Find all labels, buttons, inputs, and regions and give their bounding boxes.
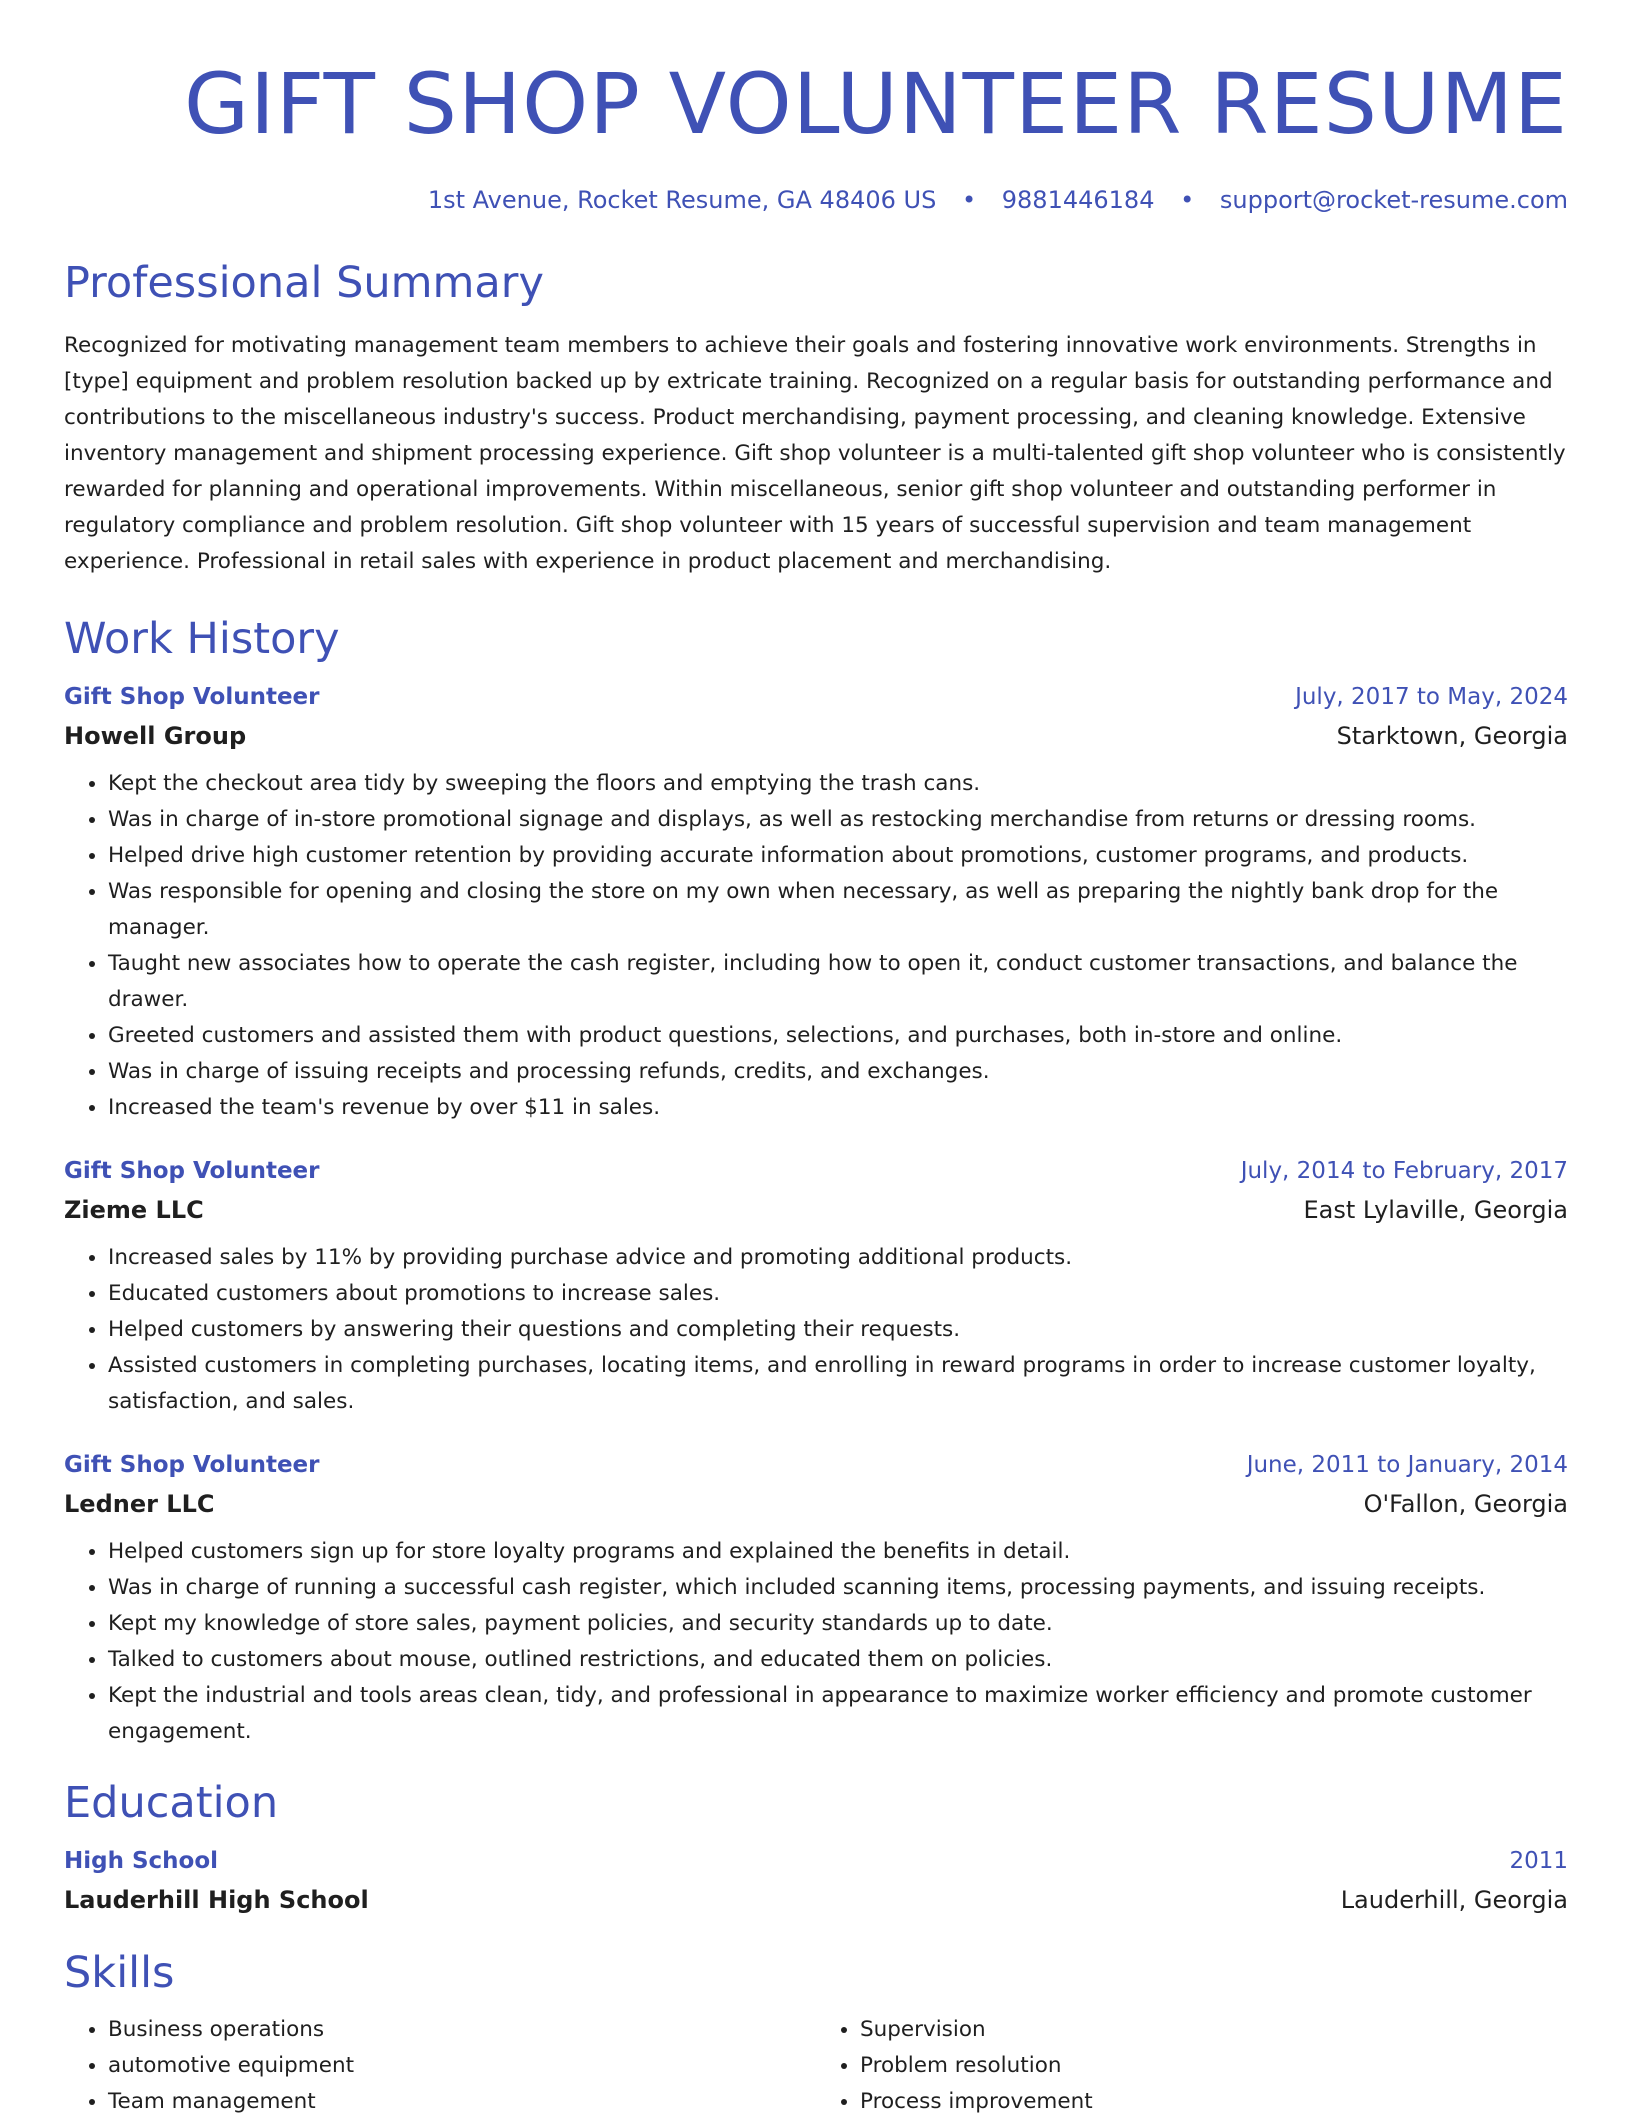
list-item: • Helped drive high customer retention by providing accurate information about promotions, customer programs, and products. (108, 838, 1568, 874)
contact-phone: 9881446184 (1001, 186, 1155, 214)
list-item: • Was in charge of running a successful cash register, which included scanning items, processing payments, and issuing receipts. (108, 1570, 1568, 1606)
job-bullets (64, 766, 1568, 1126)
list-item: • Talked to customers about mouse, outlined restrictions, and educated them on policies. (108, 1642, 1568, 1678)
list-item: • Kept the industrial and tools areas clean, tidy, and professional in appearance to maximize worker efficiency and promote customer engagement. (108, 1678, 1568, 1750)
job-title: Gift Shop Volunteer (64, 684, 320, 710)
section-title-summary: Professional Summary (64, 258, 544, 308)
contact-email[interactable]: support@rocket-resume.com (1219, 186, 1568, 214)
job-bullets (64, 1534, 1568, 1750)
list-item: • Helped customers sign up for store loyalty programs and explained the benefits in detail. (108, 1534, 1568, 1570)
skill-item: • Supervision (860, 2012, 1568, 2048)
job-header-row (64, 1446, 1568, 1484)
education-entry (64, 1842, 1568, 1920)
job-location: Starktown, Georgia (1336, 722, 1568, 750)
job-entry (64, 1446, 1568, 1750)
skill-item: • Process improvement (860, 2084, 1568, 2120)
work-history-section (64, 612, 1568, 1750)
section-title-work-history: Work History (64, 614, 340, 664)
job-company: Howell Group (64, 722, 247, 750)
job-bullets (64, 1240, 1568, 1420)
list-item: • Assisted customers in completing purchases, locating items, and enrolling in reward programs in order to increase customer loyalty, satisfaction, and sales. (108, 1348, 1568, 1420)
education-year: 2011 (1509, 1848, 1568, 1874)
skills-list-right (816, 2012, 1568, 2120)
skill-item: • Team management (108, 2084, 816, 2120)
skills-columns (64, 2012, 1568, 2120)
list-item: • Was in charge of issuing receipts and processing refunds, credits, and exchanges. (108, 1054, 1568, 1090)
education-degree: High School (64, 1848, 219, 1874)
education-school: Lauderhill High School (64, 1886, 369, 1914)
skill-item: • Business operations (108, 2012, 816, 2048)
job-dates: July, 2017 to May, 2024 (1295, 684, 1568, 710)
summary-section (64, 256, 1568, 580)
education-location: Lauderhill, Georgia (1340, 1886, 1568, 1914)
job-location: East Lylaville, Georgia (1303, 1196, 1568, 1224)
skills-list-left (64, 2012, 816, 2120)
job-company-row (64, 1484, 1568, 1524)
job-entry (64, 1152, 1568, 1420)
section-title-skills: Skills (64, 1948, 175, 1998)
list-item: • Helped customers by answering their questions and completing their requests. (108, 1312, 1568, 1348)
section-title-education: Education (64, 1778, 279, 1828)
contact-line (64, 184, 1568, 216)
contact-separator: • (961, 186, 977, 214)
skill-item: • Problem resolution (860, 2048, 1568, 2084)
job-company-row (64, 716, 1568, 756)
list-item: • Taught new associates how to operate the cash register, including how to open it, conduct customer transactions, and balance the drawer. (108, 946, 1568, 1018)
summary-text: Recognized for motivating management team members to achieve their goals and fostering innovative work environments. Strengths in [type] equipment and problem resolution backed up by extricate training. Recognized on a regular basis for outstanding performance and contributions to the miscellaneous industry's success. Product merchandising, payment processing, and cleaning knowledge. Extensive inventory management and shipment processing experience. Gift shop volunteer is a multi-talented gift shop volunteer who is consistently rewarded for planning and operational improvements. Within miscellaneous, senior gift shop volunteer and outstanding performer in regulatory compliance and problem resolution. Gift shop volunteer with 15 years of successful supervision and team management experience. Professional in retail sales with experience in product placement and merchandising. (64, 333, 1566, 574)
skills-section (64, 1946, 1568, 2120)
list-item: • Was in charge of in-store promotional signage and displays, as well as restocking merchandise from returns or dressing rooms. (108, 802, 1568, 838)
job-company: Ledner LLC (64, 1490, 215, 1518)
list-item: • Was responsible for opening and closing the store on my own when necessary, as well as preparing the nightly bank drop for the manager. (108, 874, 1568, 946)
resume-title: GIFT SHOP VOLUNTEER RESUME (183, 55, 1568, 153)
job-location: O'Fallon, Georgia (1363, 1490, 1568, 1518)
job-company-row (64, 1190, 1568, 1230)
job-dates: July, 2014 to February, 2017 (1240, 1158, 1568, 1184)
list-item: • Increased sales by 11% by providing purchase advice and promoting additional products. (108, 1240, 1568, 1276)
contact-address: 1st Avenue, Rocket Resume, GA 48406 US (427, 186, 937, 214)
education-school-row (64, 1880, 1568, 1920)
job-dates: June, 2011 to January, 2014 (1246, 1452, 1568, 1478)
job-header-row (64, 678, 1568, 716)
education-section (64, 1776, 1568, 1920)
education-header-row (64, 1842, 1568, 1880)
list-item: • Kept my knowledge of store sales, payment policies, and security standards up to date. (108, 1606, 1568, 1642)
skill-item: • automotive equipment (108, 2048, 816, 2084)
job-header-row (64, 1152, 1568, 1190)
list-item: • Kept the checkout area tidy by sweeping the floors and emptying the trash cans. (108, 766, 1568, 802)
job-title: Gift Shop Volunteer (64, 1452, 320, 1478)
contact-separator: • (1180, 186, 1195, 214)
list-item: • Increased the team's revenue by over $11 in sales. (108, 1090, 1568, 1126)
list-item: • Educated customers about promotions to increase sales. (108, 1276, 1568, 1312)
job-title: Gift Shop Volunteer (64, 1158, 320, 1184)
job-entry (64, 678, 1568, 1126)
resume-header (64, 56, 1568, 216)
list-item: • Greeted customers and assisted them with product questions, selections, and purchases, both in-store and online. (108, 1018, 1568, 1054)
job-company: Zieme LLC (64, 1196, 204, 1224)
